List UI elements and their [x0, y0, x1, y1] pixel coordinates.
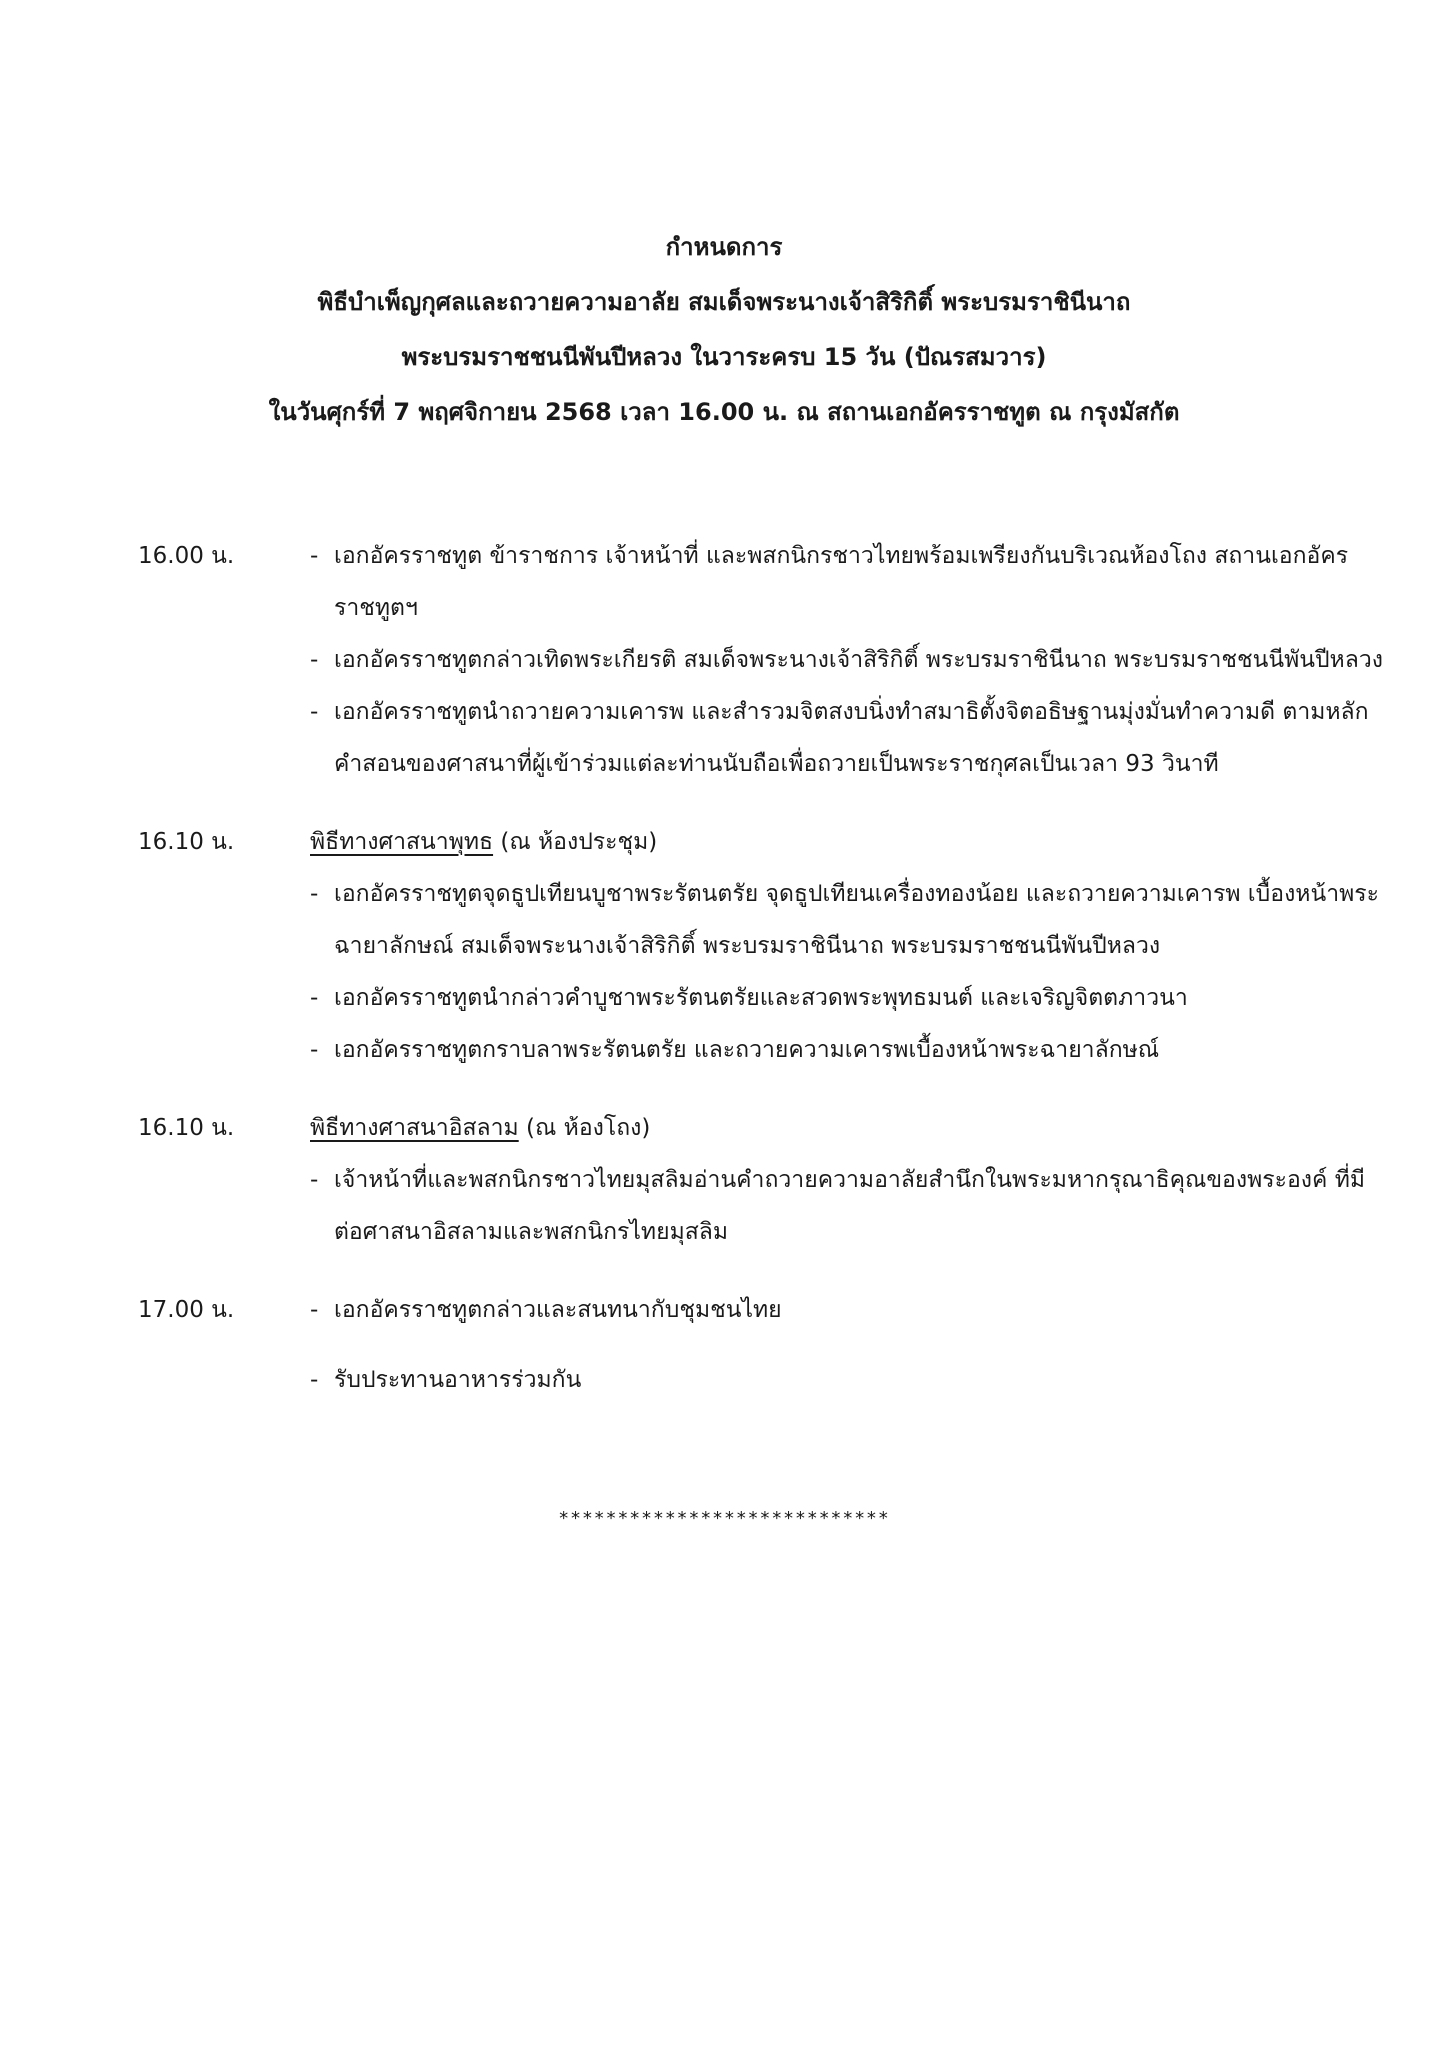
header-ceremony-subtitle: พระบรมราชชนนีพันปีหลวง ในวาระครบ 15 วัน (ปัณรสมวาร) — [401, 343, 1047, 371]
schedule-time: 16.10 น. — [138, 1115, 235, 1141]
schedule-content — [310, 1284, 1385, 1406]
schedule-content — [310, 1102, 1385, 1258]
schedule-item — [310, 1354, 1385, 1406]
section-title — [310, 1102, 1385, 1154]
schedule-item — [310, 634, 1385, 686]
bullet-dash: - — [310, 1297, 319, 1323]
schedule-block — [0, 816, 1448, 1076]
schedule-block — [0, 1284, 1448, 1406]
end-of-document-stars: **************************** — [558, 1508, 890, 1529]
header-date-venue: ในวันศุกร์ที่ 7 พฤศจิกายน 2568 เวลา 16.00 น. ณ สถานเอกอัครราชทูต ณ กรุงมัสกัต — [268, 398, 1180, 426]
schedule-item — [310, 1284, 1385, 1336]
section-title-underlined: พิธีทางศาสนาอิสลาม — [310, 1115, 519, 1141]
schedule-item — [310, 686, 1385, 790]
bullet-dash: - — [310, 1367, 319, 1393]
bullet-dash: - — [310, 699, 319, 725]
document-header — [0, 220, 1448, 440]
schedule-item-text: เอกอัครราชทูตนำกล่าวคำบูชาพระรัตนตรัยและสวดพระพุทธมนต์ และเจริญจิตตภาวนา — [334, 985, 1188, 1011]
bullet-dash: - — [310, 647, 319, 673]
item-spacer — [310, 1336, 1385, 1354]
section-title-underlined: พิธีทางศาสนาพุทธ — [310, 829, 494, 855]
schedule-item-text: รับประทานอาหารร่วมกัน — [334, 1367, 582, 1393]
schedule-time: 16.00 น. — [138, 543, 235, 569]
bullet-dash: - — [310, 543, 319, 569]
schedule-item-text: เอกอัครราชทูตนำถวายความเคารพ และสำรวมจิตสงบนิ่งทำสมาธิตั้งจิตอธิษฐานมุ่งมั่นทำความดี ตามหลักคำสอนของศาสนาที่ผู้เข้าร่วมแต่ละท่านนับถือเพื่อถวายเป็นพระราชกุศลเป็นเวลา 93 วินาที — [334, 699, 1369, 777]
schedule-item — [310, 1024, 1385, 1076]
schedule-item — [310, 1154, 1385, 1258]
section-title-location: (ณ ห้องประชุม) — [493, 829, 658, 855]
bullet-dash: - — [310, 985, 319, 1011]
schedule-item — [310, 530, 1385, 634]
schedule — [0, 530, 1448, 1432]
header-ceremony-name: พิธีบำเพ็ญกุศลและถวายความอาลัย สมเด็จพระนางเจ้าสิริกิติ์ พระบรมราชินีนาถ — [317, 288, 1131, 316]
schedule-item-text: เอกอัครราชทูต ข้าราชการ เจ้าหน้าที่ และพสกนิกรชาวไทยพร้อมเพรียงกันบริเวณห้องโถง สถานเอกอัครราชทูตฯ — [334, 543, 1349, 621]
schedule-content — [310, 816, 1385, 1076]
bullet-dash: - — [310, 1167, 319, 1193]
header-title: กำหนดการ — [665, 233, 783, 261]
schedule-item-text: เอกอัครราชทูตกล่าวและสนทนากับชุมชนไทย — [334, 1297, 782, 1323]
schedule-time: 16.10 น. — [138, 829, 235, 855]
schedule-item — [310, 972, 1385, 1024]
section-title-location: (ณ ห้องโถง) — [518, 1115, 651, 1141]
schedule-content — [310, 530, 1385, 790]
schedule-item-text: เอกอัครราชทูตจุดธูปเทียนบูชาพระรัตนตรัย จุดธูปเทียนเครื่องทองน้อย และถวายความเคารพ เบื้องหน้าพระฉายาลักษณ์ สมเด็จพระนางเจ้าสิริกิติ์ พระบรมราชินีนาถ พระบรมราชชนนีพันปีหลวง — [334, 881, 1379, 959]
bullet-dash: - — [310, 881, 319, 907]
schedule-item-text: เจ้าหน้าที่และพสกนิกรชาวไทยมุสลิมอ่านคำถวายความอาลัยสำนึกในพระมหากรุณาธิคุณของพระองค์ ที่มีต่อศาสนาอิสลามและพสกนิกรไทยมุสลิม — [334, 1167, 1366, 1245]
schedule-time: 17.00 น. — [138, 1297, 235, 1323]
schedule-block — [0, 1102, 1448, 1258]
bullet-dash: - — [310, 1037, 319, 1063]
schedule-block — [0, 530, 1448, 790]
section-title — [310, 816, 1385, 868]
schedule-item — [310, 868, 1385, 972]
schedule-item-text: เอกอัครราชทูตกล่าวเทิดพระเกียรติ สมเด็จพระนางเจ้าสิริกิติ์ พระบรมราชินีนาถ พระบรมราชชนนีพันปีหลวง — [334, 647, 1383, 673]
schedule-item-text: เอกอัครราชทูตกราบลาพระรัตนตรัย และถวายความเคารพเบื้องหน้าพระฉายาลักษณ์ — [334, 1037, 1160, 1063]
